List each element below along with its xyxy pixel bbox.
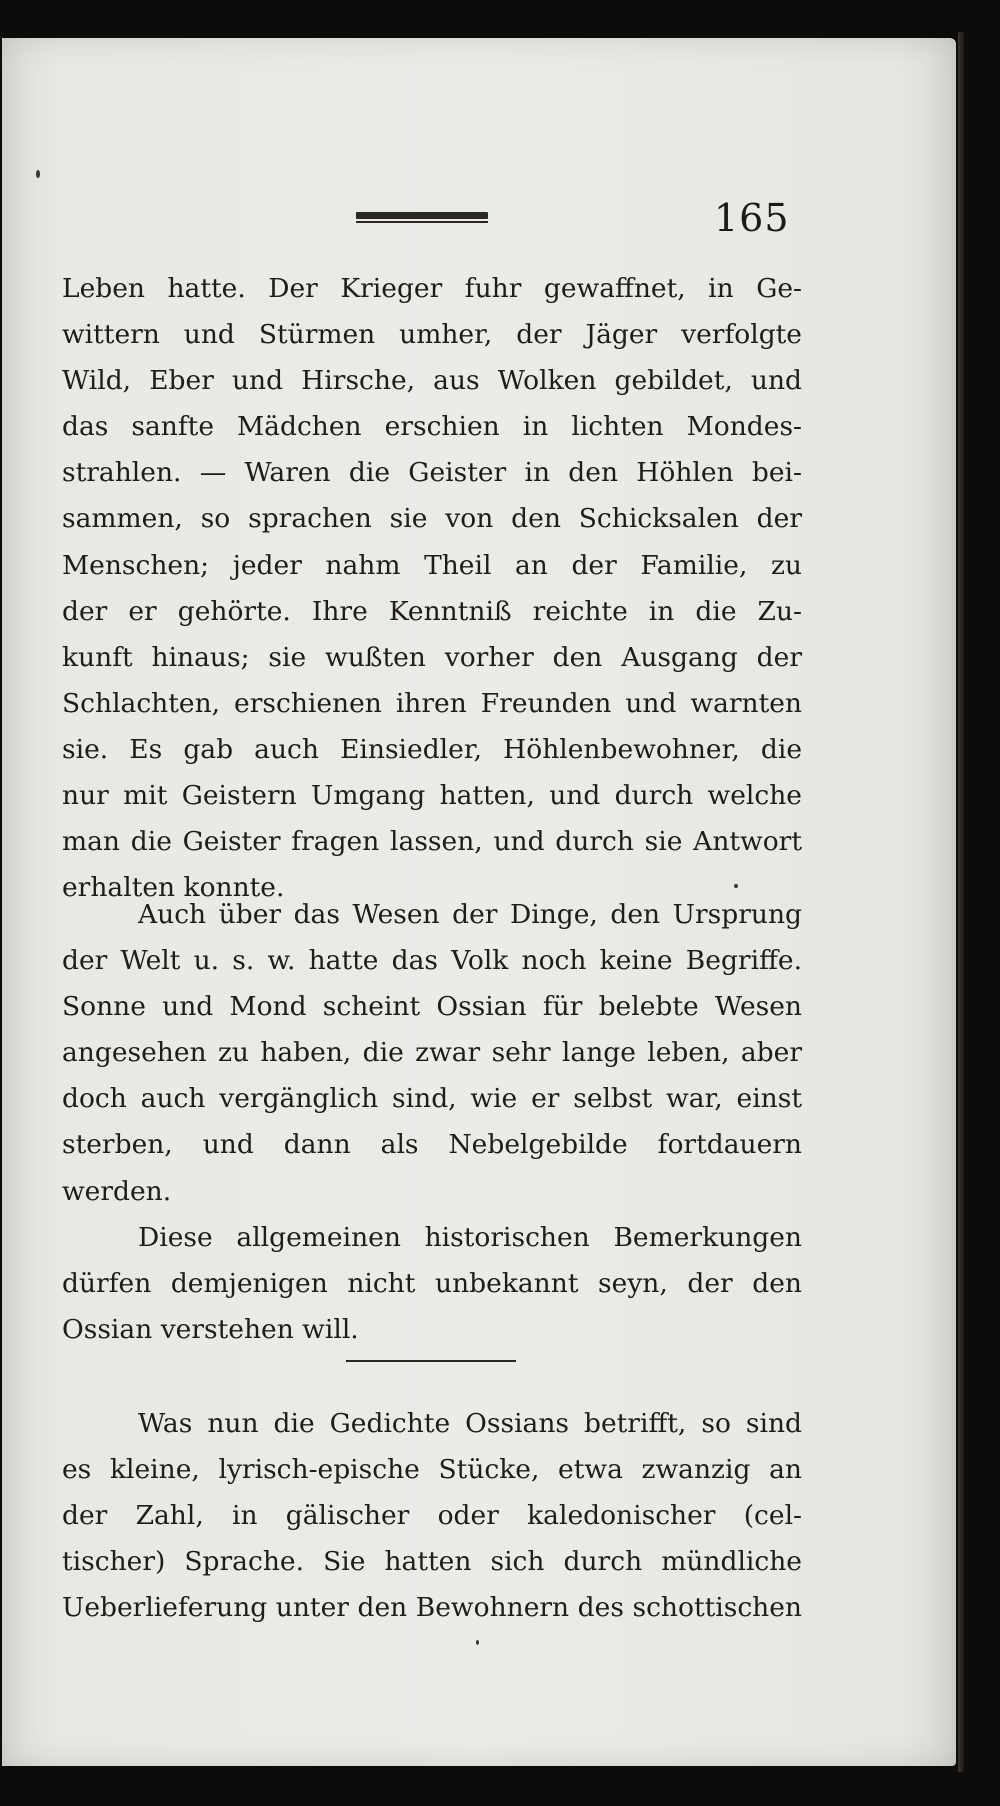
- text-line: Ossian verstehen will.: [62, 1313, 359, 1345]
- paragraph-3: [62, 1401, 802, 1631]
- text-line: es kleine, lyrisch-epische Stücke, etwa zwanzig an: [62, 1454, 802, 1486]
- text-line: Auch über das Wesen der Dinge, den Ursprung: [138, 899, 802, 930]
- text-line: angesehen zu haben, die zwar sehr lange leben, aber: [62, 1037, 802, 1069]
- text-line: der Welt u. s. w. hatte das Volk noch keine Begriffe.: [62, 945, 802, 977]
- text-line: nur mit Geistern Umgang hatten, und durch welche: [62, 780, 802, 812]
- text-line: das sanfte Mädchen erschien in lichten Mondes-: [62, 411, 802, 443]
- text-line: tischer) Sprache. Sie hatten sich durch mündliche: [62, 1546, 802, 1578]
- ink-speck: [734, 884, 738, 888]
- text-line: doch auch vergänglich sind, wie er selbst war, einst: [62, 1083, 802, 1115]
- text-line: der Zahl, in gälischer oder kaledonischer (cel-: [62, 1500, 802, 1532]
- text-line: Schlachten, erschienen ihren Freunden und warnten: [62, 687, 802, 719]
- text-line: man die Geister fragen lassen, und durch sie Antwort: [62, 826, 802, 858]
- text-line: wittern und Stürmen umher, der Jäger verfolgte: [62, 319, 802, 351]
- text-line: Was nun die Gedichte Ossians betrifft, so sind: [138, 1408, 802, 1439]
- text-line: strahlen. — Waren die Geister in den Höhlen bei-: [62, 457, 802, 489]
- text-line: Diese allgemeinen historischen Bemerkungen: [138, 1221, 802, 1253]
- page-number: 165: [714, 196, 790, 240]
- text-line: Menschen; jeder nahm Theil an der Familie, zu: [62, 549, 802, 581]
- text-line: kunft hinaus; sie wußten vorher den Ausgang der: [62, 641, 802, 673]
- page-edge: [958, 32, 964, 1772]
- header-ornament-rule: [356, 212, 488, 219]
- text-line: sammen, so sprachen sie von den Schicksalen der: [62, 503, 802, 535]
- text-line: werden.: [62, 1175, 172, 1207]
- text-line: der er gehörte. Ihre Kenntniß reichte in die Zu-: [62, 595, 802, 627]
- paragraph-1: [62, 266, 802, 911]
- text-line: Sonne und Mond scheint Ossian für belebte Wesen: [62, 991, 802, 1023]
- text-line: sie. Es gab auch Einsiedler, Höhlenbewohner, die: [62, 733, 802, 765]
- text-line: Leben hatte. Der Krieger fuhr gewaffnet, in Ge-: [62, 273, 802, 304]
- text-line: sterben, und dann als Nebelgebilde fortdauern: [62, 1129, 802, 1161]
- text-line: Ueberlieferung unter den Bewohnern des schottischen: [62, 1592, 802, 1624]
- text-line: Wild, Eber und Hirsche, aus Wolken gebildet, und: [62, 365, 802, 397]
- ink-speck: [476, 1640, 479, 1645]
- paragraph-2: [62, 892, 802, 1353]
- text-line: erhalten konnte.: [62, 872, 285, 904]
- text-line: dürfen demjenigen nicht unbekannt seyn, der den: [62, 1267, 802, 1299]
- section-divider-rule: [346, 1360, 516, 1362]
- ink-speck: [36, 170, 40, 178]
